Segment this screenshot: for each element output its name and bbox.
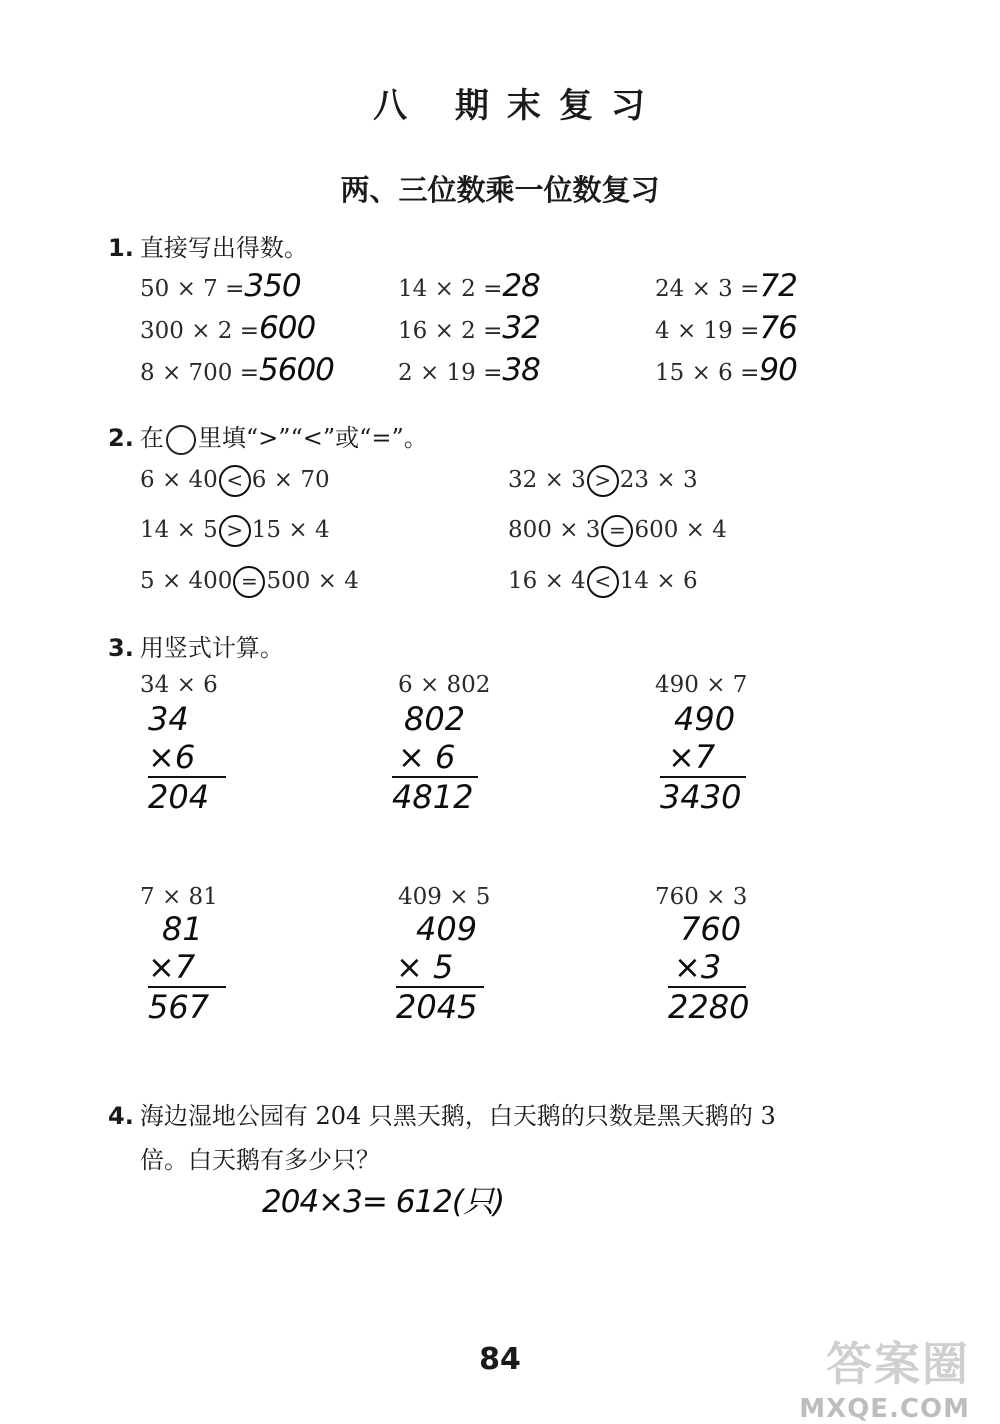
- question-number: 3.: [108, 634, 134, 662]
- q2-right: 15 × 4: [251, 517, 330, 543]
- q2-item: [140, 566, 359, 598]
- q2-item: [140, 465, 330, 497]
- comparison-circle: =: [601, 515, 633, 547]
- q3-expression: 409 × 5: [398, 884, 491, 910]
- comparison-circle: >: [587, 465, 619, 497]
- q2-right: 6 × 70: [251, 467, 330, 493]
- vertical-calculation: [668, 910, 749, 1026]
- q2-right: 500 × 4: [266, 568, 359, 594]
- q1-item: [398, 310, 540, 346]
- vertical-calculation: [392, 700, 478, 816]
- q1-answer: 32: [502, 310, 540, 346]
- question-text: 用竖式计算。: [139, 634, 284, 662]
- q3-expression: 490 × 7: [655, 672, 748, 698]
- comparison-circle: <: [587, 566, 619, 598]
- question-number: 4.: [108, 1102, 134, 1130]
- q1-item: [655, 268, 797, 304]
- q1-answer: 600: [259, 310, 316, 346]
- vc-top: 409: [416, 910, 478, 948]
- q1-item: [140, 268, 301, 304]
- question-1-title: [108, 228, 308, 263]
- q1-expression: 14 × 2 =: [398, 276, 503, 302]
- q1-answer: 28: [502, 268, 540, 304]
- q1-item: [655, 352, 797, 388]
- vc-result: 4812: [392, 778, 474, 816]
- watermark-text: 答案圈: [826, 1337, 970, 1391]
- vc-top: 81: [162, 910, 203, 948]
- vertical-calculation: [148, 910, 226, 1026]
- vc-result: 567: [148, 988, 210, 1026]
- q2-item: [140, 515, 330, 547]
- q2-right: 23 × 3: [619, 467, 698, 493]
- q3-expression: 760 × 3: [655, 884, 748, 910]
- vc-result: 204: [148, 778, 210, 816]
- q2-left: 800 × 3: [508, 517, 601, 543]
- question-text: 直接写出得数。: [139, 234, 308, 262]
- q1-answer: 350: [244, 268, 301, 304]
- q1-answer: 38: [502, 352, 540, 388]
- vc-multiplier: × 5: [396, 948, 454, 986]
- vc-multiplier: ×7: [148, 948, 196, 986]
- q2-left: 14 × 5: [140, 517, 218, 543]
- q1-expression: 50 × 7 =: [140, 276, 245, 302]
- q2-left: 16 × 4: [508, 568, 586, 594]
- q3-expression: 6 × 802: [398, 672, 491, 698]
- q1-item: [655, 310, 797, 346]
- page-number: 84: [479, 1342, 521, 1377]
- q1-expression: 15 × 6 =: [655, 360, 760, 386]
- q3-expression: 7 × 81: [140, 884, 218, 910]
- q2-right: 600 × 4: [634, 517, 727, 543]
- vc-result: 2280: [668, 988, 750, 1026]
- q1-item: [398, 352, 540, 388]
- q1-answer: 5600: [259, 352, 334, 388]
- comparison-circle: >: [219, 515, 251, 547]
- q2-item: [508, 515, 727, 547]
- vertical-calculation: [396, 910, 484, 1026]
- blank-circle-icon: [166, 425, 196, 455]
- question-3-title: [108, 628, 284, 663]
- q1-item: [398, 268, 540, 304]
- question-text: 海边湿地公园有 204 只黑天鹅，白天鹅的只数是黑天鹅的 3: [139, 1102, 776, 1130]
- chapter-title: 八 期末复习: [373, 86, 663, 126]
- vc-multiplier: × 6: [398, 738, 456, 776]
- q2-left: 6 × 40: [140, 467, 218, 493]
- q1-expression: 8 × 700 =: [140, 360, 260, 386]
- vc-top: 802: [404, 700, 466, 738]
- q4-answer: 204×3= 612(只): [262, 1184, 505, 1220]
- q1-item: [140, 310, 315, 346]
- q3-expression: 34 × 6: [140, 672, 218, 698]
- vertical-calculation: [148, 700, 226, 816]
- q2-right: 14 × 6: [619, 568, 698, 594]
- vc-multiplier: ×7: [668, 738, 716, 776]
- q1-expression: 4 × 19 =: [655, 318, 760, 344]
- q2-item: [508, 566, 698, 598]
- q2-left: 5 × 400: [140, 568, 233, 594]
- vc-multiplier: ×3: [674, 948, 722, 986]
- question-number: 1.: [108, 234, 134, 262]
- q1-answer: 76: [759, 310, 797, 346]
- question-4-line2: 倍。白天鹅有多少只？: [140, 1146, 380, 1174]
- vc-top: 490: [674, 700, 736, 738]
- comparison-circle: <: [219, 465, 251, 497]
- q1-item: [140, 352, 334, 388]
- watermark-url: MXQE.COM: [799, 1394, 970, 1424]
- q1-expression: 24 × 3 =: [655, 276, 760, 302]
- vc-multiplier: ×6: [148, 738, 196, 776]
- comparison-circle: =: [233, 566, 265, 598]
- question-text-post: 里填“>”“<”或“=”。: [197, 424, 428, 452]
- q2-item: [508, 465, 698, 497]
- q1-answer: 72: [759, 268, 797, 304]
- q1-expression: 300 × 2 =: [140, 318, 260, 344]
- question-2-title: [108, 418, 428, 455]
- question-text-pre: 在: [139, 424, 164, 452]
- question-4-line1: [108, 1096, 776, 1131]
- vc-result: 3430: [660, 778, 742, 816]
- section-title: 两、三位数乘一位数复习: [340, 173, 660, 207]
- vc-result: 2045: [396, 988, 478, 1026]
- question-number: 2.: [108, 424, 134, 452]
- vc-top: 34: [148, 700, 189, 738]
- q1-answer: 90: [759, 352, 797, 388]
- q1-expression: 16 × 2 =: [398, 318, 503, 344]
- q2-left: 32 × 3: [508, 467, 586, 493]
- vertical-calculation: [660, 700, 746, 816]
- watermark-logo: [799, 1328, 970, 1424]
- q1-expression: 2 × 19 =: [398, 360, 503, 386]
- vc-top: 760: [680, 910, 742, 948]
